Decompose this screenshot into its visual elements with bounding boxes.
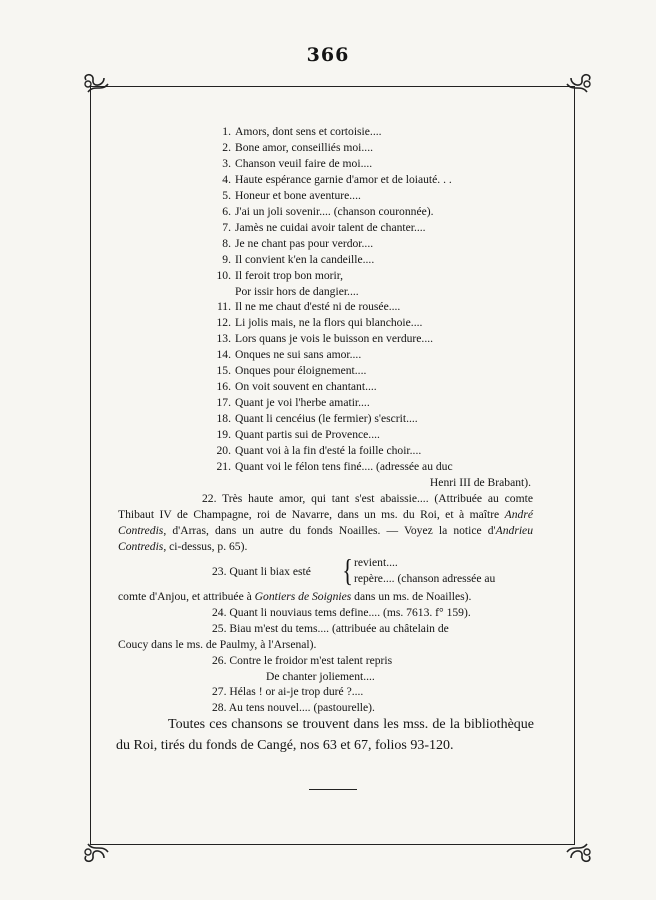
song-list <box>118 124 533 716</box>
song-title-continuation: Por issir hors de dangier.... <box>235 284 359 298</box>
song-number: 13. <box>216 332 231 346</box>
song-entry <box>118 268 533 284</box>
song-entry <box>118 605 533 621</box>
song-title: Haute espérance garnie d'amor et de loiauté. . . <box>235 172 452 186</box>
song-title: Bone amor, conseilliés moi.... <box>235 140 373 154</box>
song-entry <box>118 459 533 475</box>
song-entry <box>118 395 533 411</box>
song-entry <box>118 140 533 156</box>
author-name: Andrieu Contredis <box>118 523 533 553</box>
song-number: 14. <box>216 348 231 362</box>
song-title: Honeur et bone aventure.... <box>235 188 361 202</box>
song-title: Quant voi à la fin d'esté la foille choir.... <box>235 444 422 458</box>
song-title: Amors, dont sens et cortoisie.... <box>235 125 382 138</box>
song-title: J'ai un joli sovenir.... (chanson couronnée). <box>235 204 434 218</box>
song-number: 16. <box>216 380 231 394</box>
song-title: Il feroit trop bon morir, <box>235 268 344 282</box>
song-entry <box>118 411 533 427</box>
song-text: , ci-dessus, p. 65). <box>163 539 248 553</box>
song-number: 15. <box>216 364 231 378</box>
song-number: 4. <box>222 172 231 186</box>
song-title: Onques pour éloignement.... <box>235 364 367 378</box>
song-number: 2. <box>222 140 231 154</box>
song-number: 20. <box>216 444 231 458</box>
song-number: 8. <box>222 236 231 250</box>
song-entry-23-note <box>118 589 533 605</box>
song-entry <box>118 204 533 220</box>
song-number: 3. <box>222 156 231 170</box>
song-entry <box>118 172 533 188</box>
song-number: 5. <box>222 188 231 202</box>
song-title: Quant partis sui de Provence.... <box>235 428 380 442</box>
song-title-continuation: Henri III de Brabant). <box>429 475 531 489</box>
song-title: Jamès ne cuidai avoir talent de chanter.... <box>235 220 426 234</box>
song-text: , d'Arras, dans un autre du fonds Noailles. — Voyez la notice d' <box>163 523 496 537</box>
song-title: Onques ne sui sans amor.... <box>235 348 362 362</box>
song-title: Il convient k'en la candeille.... <box>235 252 375 266</box>
author-name: Gontiers de Soignies <box>254 589 352 603</box>
song-entry-23 <box>118 551 533 589</box>
page-number: 366 <box>306 44 350 66</box>
song-title: Quant je voi l'herbe amatir.... <box>235 396 370 410</box>
song-number: 28. <box>212 701 227 715</box>
song-number: 19. <box>216 428 231 442</box>
song-entry <box>118 124 533 140</box>
song-title: Quant li cencéius (le fermier) s'escrit.... <box>235 412 418 426</box>
song-number: 12. <box>216 316 231 330</box>
song-entry <box>118 363 533 379</box>
variant-option: repère.... (chanson adressée au <box>354 571 496 585</box>
song-number: 11. <box>216 300 231 314</box>
song-text: Biau m'est du tems.... (attribuée au châtelain de <box>229 621 449 635</box>
corner-ornament-top-right <box>565 70 595 100</box>
song-title: Lors quans je vois le buisson en verdure.... <box>235 332 434 346</box>
song-number: 25. <box>212 621 227 635</box>
brace-glyph: { <box>342 551 354 588</box>
song-number: 22. <box>202 491 217 505</box>
song-title: Au tens nouvel.... (pastourelle). <box>228 701 375 715</box>
closing-rule <box>309 789 357 790</box>
song-entry <box>118 347 533 363</box>
song-entry <box>118 653 533 669</box>
song-entry <box>118 684 533 700</box>
song-number: 7. <box>222 220 231 234</box>
corner-ornament-bottom-left <box>80 836 110 866</box>
song-entry <box>118 331 533 347</box>
song-title: Il ne me chaut d'esté ni de rousée.... <box>235 300 401 314</box>
song-title: Li jolis mais, ne la flors qui blanchoie.... <box>235 316 423 330</box>
song-number: 1. <box>222 125 231 138</box>
song-title: Je ne chant pas pour verdor.... <box>235 236 374 250</box>
song-title: Quant voi le félon tens finé.... (adressée au duc <box>235 460 453 474</box>
song-text: Très haute amor, qui tant s'est abaissie.... (Attribuée au comte Thibaut IV de Champagne, roi de Navarre, dans un ms. du Roi, et à maître <box>118 491 533 521</box>
song-number: 23. <box>212 564 227 578</box>
corner-ornament-bottom-right <box>565 836 595 866</box>
variant-option: revient.... <box>354 555 398 569</box>
summary-text: Toutes ces chansons se trouvent dans les mss. de la bibliothèque du Roi, tirés du fonds de Cangé, nos 63 et 67, folios 93-120. <box>116 717 534 753</box>
song-title: Contre le froidor m'est talent repris <box>229 653 393 667</box>
author-name: André Contredis <box>118 507 533 537</box>
song-entry-22 <box>118 491 533 555</box>
song-entry <box>118 299 533 315</box>
song-title: Quant li biax esté <box>229 564 311 578</box>
song-title: Quant li nouviaus tems define.... (ms. 7613. f° 159). <box>229 605 471 619</box>
song-entry <box>118 252 533 268</box>
song-entry <box>118 188 533 204</box>
song-number: 18. <box>216 412 231 426</box>
song-number: 10. <box>216 268 231 282</box>
song-entry <box>118 379 533 395</box>
summary-paragraph <box>116 714 534 756</box>
song-number: 26. <box>212 653 227 667</box>
song-number: 17. <box>216 396 231 410</box>
song-title-continuation: De chanter joliement.... <box>266 669 375 683</box>
song-text-continuation: Coucy dans le ms. de Paulmy, à l'Arsenal). <box>118 637 317 651</box>
song-number: 21. <box>216 460 231 474</box>
song-text: comte d'Anjou, et attribuée à <box>118 589 255 603</box>
song-number: 27. <box>212 685 227 699</box>
song-entry <box>118 315 533 331</box>
corner-ornament-top-left <box>80 70 110 100</box>
song-text: dans un ms. de Noailles). <box>351 589 472 603</box>
song-entry <box>118 236 533 252</box>
song-entry <box>118 621 533 637</box>
song-title: Hélas ! or ai-je trop duré ?.... <box>229 685 364 699</box>
song-number: 24. <box>212 605 227 619</box>
song-number: 6. <box>222 204 231 218</box>
song-number: 9. <box>222 252 231 266</box>
song-entry <box>118 220 533 236</box>
song-entry <box>118 156 533 172</box>
song-entry <box>118 427 533 443</box>
song-title: On voit souvent en chantant.... <box>235 380 377 394</box>
song-title: Chanson veuil faire de moi.... <box>235 156 373 170</box>
song-entry <box>118 443 533 459</box>
